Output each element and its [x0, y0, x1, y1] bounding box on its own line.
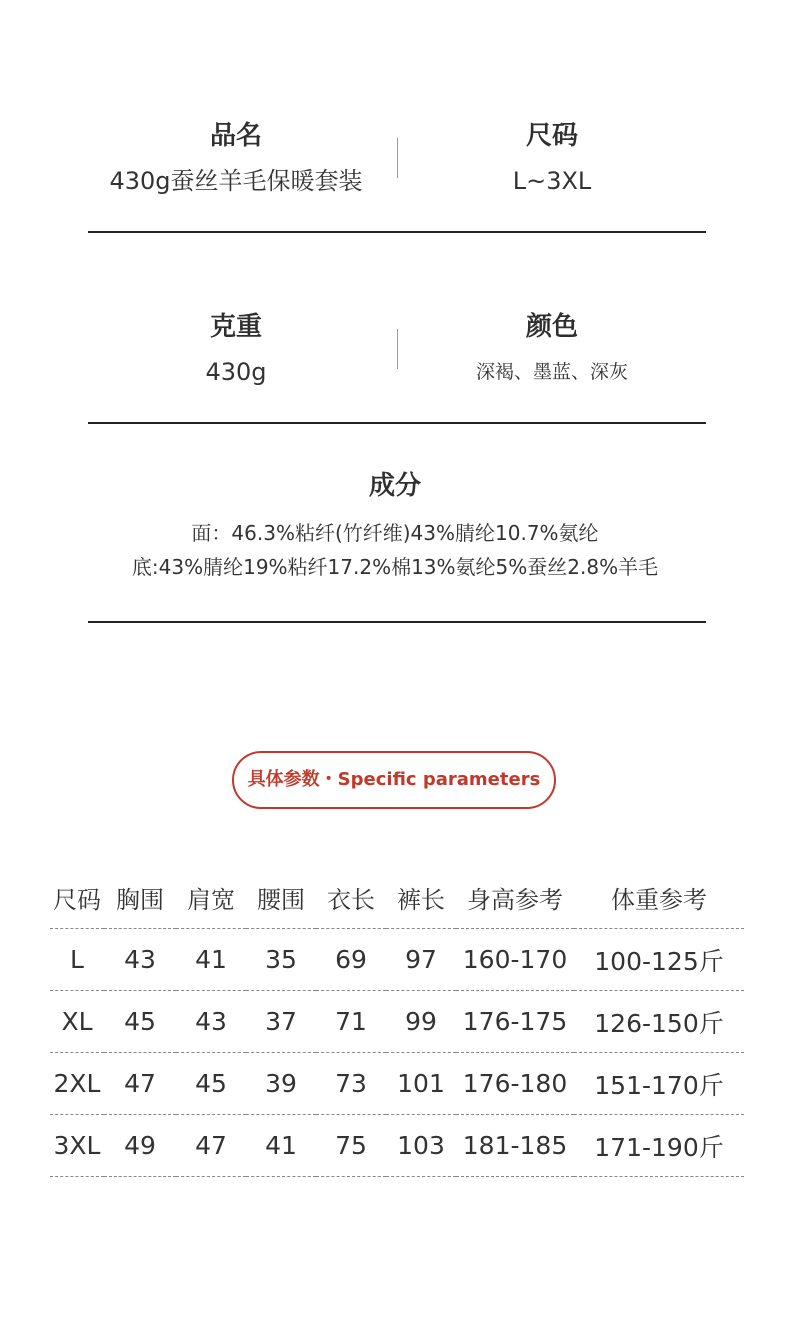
table-row: [50, 1053, 744, 1115]
cell-waist: 39: [246, 1053, 316, 1115]
size-table: [50, 866, 744, 1177]
divider-line: [88, 621, 706, 623]
table-row: [50, 991, 744, 1053]
size-block: [394, 120, 710, 196]
cell-height-ref: 181-185: [456, 1115, 574, 1177]
color-label: 颜色: [525, 312, 578, 342]
table-row: [50, 1115, 744, 1177]
cell-height-ref: 176-180: [456, 1053, 574, 1115]
cell-shoulder: 43: [176, 991, 246, 1053]
cell-waist: 37: [246, 991, 316, 1053]
product-name-value: 430g蚕丝羊毛保暖套装: [109, 167, 363, 195]
specific-parameters-badge: 具体参数・Specific parameters: [232, 751, 556, 809]
weight-label: 克重: [209, 312, 262, 342]
cell-weight-ref: 151-170斤: [574, 1053, 744, 1115]
header-height-ref: 身高参考: [456, 866, 574, 929]
cell-chest: 49: [104, 1115, 176, 1177]
cell-size: 3XL: [50, 1115, 104, 1177]
header-chest: 胸围: [104, 866, 176, 929]
cell-top-length: 75: [316, 1115, 386, 1177]
composition-face: 面：46.3%粘纤(竹纤维)43%腈纶10.7%氨纶: [191, 521, 599, 545]
cell-shoulder: 45: [176, 1053, 246, 1115]
cell-weight-ref: 171-190斤: [574, 1115, 744, 1177]
table-row: [50, 929, 744, 991]
table-header-row: [50, 866, 744, 929]
header-shoulder: 肩宽: [176, 866, 246, 929]
composition-title: 成分: [368, 471, 421, 501]
divider-line: [88, 231, 706, 233]
weight-block: [78, 311, 394, 387]
size-label: 尺码: [525, 121, 578, 151]
color-block: [394, 311, 710, 387]
header-waist: 腰围: [246, 866, 316, 929]
size-value: L~3XL: [512, 167, 592, 195]
color-value: 深褐、墨蓝、深灰: [475, 361, 628, 383]
cell-top-length: 69: [316, 929, 386, 991]
divider-line: [88, 422, 706, 424]
cell-height-ref: 176-175: [456, 991, 574, 1053]
cell-chest: 47: [104, 1053, 176, 1115]
cell-chest: 43: [104, 929, 176, 991]
cell-weight-ref: 100-125斤: [574, 929, 744, 991]
weight-value: 430g: [205, 358, 267, 386]
cell-shoulder: 47: [176, 1115, 246, 1177]
product-name-label: 品名: [209, 121, 262, 151]
header-size: 尺码: [50, 866, 104, 929]
cell-shoulder: 41: [176, 929, 246, 991]
cell-chest: 45: [104, 991, 176, 1053]
cell-size: L: [50, 929, 104, 991]
cell-top-length: 73: [316, 1053, 386, 1115]
cell-pants-length: 97: [386, 929, 456, 991]
product-name-block: [78, 120, 394, 196]
cell-height-ref: 160-170: [456, 929, 574, 991]
cell-size: 2XL: [50, 1053, 104, 1115]
header-top-length: 衣长: [316, 866, 386, 929]
cell-top-length: 71: [316, 991, 386, 1053]
header-pants-length: 裤长: [386, 866, 456, 929]
composition-base: 底:43%腈纶19%粘纤17.2%棉13%氨纶5%蚕丝2.8%羊毛: [131, 555, 659, 579]
header-weight-ref: 体重参考: [574, 866, 744, 929]
cell-waist: 35: [246, 929, 316, 991]
cell-pants-length: 103: [386, 1115, 456, 1177]
cell-pants-length: 101: [386, 1053, 456, 1115]
cell-pants-length: 99: [386, 991, 456, 1053]
cell-size: XL: [50, 991, 104, 1053]
cell-waist: 41: [246, 1115, 316, 1177]
cell-weight-ref: 126-150斤: [574, 991, 744, 1053]
